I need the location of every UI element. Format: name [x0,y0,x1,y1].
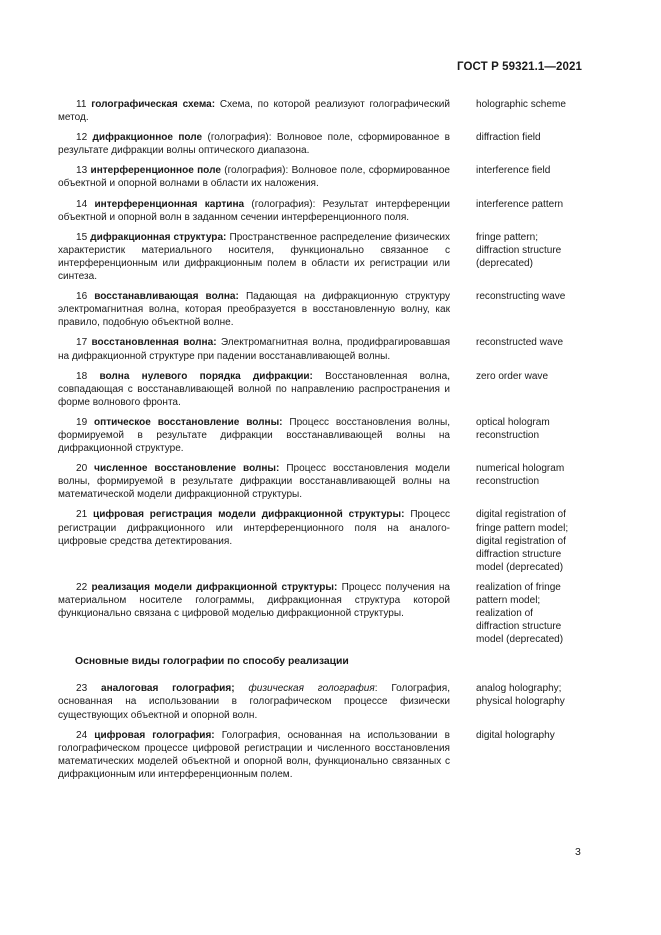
term-english-equivalent [476,370,590,409]
english-term-line: diffraction field [476,132,541,144]
term-english-equivalent [476,729,590,781]
term-note: (голография): [244,198,323,210]
english-term-line: zero order wave [476,370,549,382]
term-text: Схема, по которой реализуют голографический метод. [58,99,451,124]
term-number: 18 [76,370,88,382]
term-name: оптическое восстановление волны: [94,416,283,428]
term-definition [58,131,450,157]
term-english-equivalent [476,131,590,157]
term-name: цифровая голография: [94,729,215,741]
term-entry [58,370,590,409]
terms-group-general [58,98,590,646]
term-english-equivalent [476,198,590,224]
term-number: 24 [76,729,88,741]
terms-list [58,98,590,788]
english-term-line: model (deprecated) [476,561,564,573]
english-term-line: realization of [476,608,533,620]
term-number: 14 [76,198,88,210]
term-definition [58,416,450,455]
term-name: волна нулевого порядка дифракции: [99,370,313,382]
term-name: дифракционная структура: [90,231,227,243]
term-text: Результат интерференции объектной и опорной волн в заданном сечении интерференционного поля. [58,198,450,223]
english-term-line: fringe pattern; [476,231,538,243]
term-text: Волновое поле, сформированное в результате дифракции волны оптического диапазона. [58,132,450,157]
english-term-line: pattern model; [476,595,541,606]
english-term-line: reconstructed wave [476,337,564,349]
term-english-equivalent [476,508,590,573]
english-term-line: diffraction structure [476,621,562,633]
english-term-line: interference pattern [476,198,564,210]
term-entry [58,231,590,283]
term-entry [58,198,590,224]
term-entry [58,131,590,157]
term-number: 17 [76,337,88,349]
term-name: реализация модели дифракционной структуры: [91,581,338,593]
english-term-line: numerical hologram [476,463,565,475]
term-text: Электромагнитная волна, продифрагировавшая на дифракционной структуре при падении восстанавливающей волны. [58,337,451,362]
term-entry [58,336,590,362]
term-entry [58,416,590,455]
term-name: интерференционная картина [94,198,245,210]
term-definition [58,336,450,362]
term-definition [58,508,450,573]
term-definition [58,729,450,781]
english-term-line: fringe pattern model; [476,522,569,534]
term-number: 15 [76,231,88,243]
term-name: численное восстановление волны: [94,463,280,475]
english-term-line: interference field [476,165,551,177]
term-definition [58,198,450,224]
term-entry [58,98,590,124]
term-text: Волновое поле, сформированное объектной и опорной волнами в области их наложения. [58,165,450,190]
english-term-line: model (deprecated) [476,634,564,646]
term-english-equivalent [476,462,590,501]
term-english-equivalent [476,231,590,283]
term-name: восстанавливающая волна: [94,291,239,303]
english-term-line: digital registration of [476,535,566,547]
term-entry [58,462,590,501]
term-note: (голография): [202,132,277,144]
english-term-line: realization of fringe [476,581,561,593]
term-entry [58,164,590,190]
term-number: 19 [76,416,88,428]
term-text: : Голография, основанная на использовании в голографическом процессе физически существующих объектной и опорной волн. [58,683,450,721]
terms-group-holography-types [58,682,590,781]
term-definition [58,462,450,501]
english-term-line: physical holography [476,696,565,708]
term-number: 20 [76,463,88,475]
term-number: 22 [76,581,88,593]
term-english-equivalent [476,336,590,362]
term-number: 16 [76,291,88,303]
term-name: дифракционное поле [92,132,203,144]
term-name: восстановленная волна: [91,337,217,349]
term-definition [58,98,450,124]
term-english-equivalent [476,682,590,721]
term-note: (голография): [220,165,292,177]
term-entry [58,729,590,781]
term-text: Падающая на дифракционную структуру электромагнитная волна, которая преобразуется в восстановленную волну, как правило, подобную объектной волне. [58,291,450,329]
term-number: 13 [76,165,88,177]
term-text: Процесс получения на материальном носителе голограммы, дифракционная структура которой функционально связана с цифровой моделью дифракционной структуры. [58,581,451,620]
document-header: ГОСТ Р 59321.1—2021 [457,61,582,73]
term-synonym: физическая голография [248,683,375,695]
term-definition [58,231,450,283]
term-english-equivalent [476,581,590,646]
english-term-line: analog holography; [476,683,562,695]
english-term-line: reconstruction [476,476,540,488]
term-english-equivalent [476,416,590,455]
term-name: цифровая регистрация модели дифракционной структуры: [93,509,405,521]
term-english-equivalent [476,290,590,329]
term-definition [58,682,450,721]
term-english-equivalent [476,98,590,124]
english-term-line: reconstructing wave [476,291,566,303]
term-entry [58,581,590,646]
english-term-line: holographic scheme [476,99,566,110]
term-number: 11 [76,99,87,110]
term-name: аналоговая голография; [101,683,235,695]
term-text: Процесс восстановления модели волны, формируемой в результате дифракции восстанавливающей волны на математической модели дифракционной структуры. [58,463,450,501]
english-term-line: diffraction structure [476,548,562,560]
term-text: Восстановленная волна, совпадающая с восстанавливающей волной по направлению распространения и форме волнового фронта. [58,370,451,408]
english-term-line: optical hologram [476,416,550,428]
page-number: 3 [575,846,581,858]
term-definition [58,581,450,646]
term-text: Пространственное распределение физических характеристик материального носителя, функционально связанное с интерференционным или дифракционным полем в области их регистрации или синтеза. [58,231,450,283]
term-name: интерференционное поле [90,165,221,177]
term-english-equivalent [476,164,590,190]
term-definition [58,290,450,329]
english-term-line: diffraction structure [476,244,562,256]
term-definition [58,370,450,409]
term-text: Процесс восстановления волны, формируемой в результате дифракции восстанавливающей волны на дифракционной структуре. [58,416,450,455]
term-number: 21 [76,509,88,521]
term-definition [58,164,450,190]
term-number: 12 [76,132,88,144]
term-text: Голография, основанная на использовании в голографическом процессе цифровой регистрации и численного восстановления математических моделей объектной и опорной волн, функционально связанных с дифракционным или интерференционным полем. [58,729,450,780]
term-entry [58,682,590,721]
section-heading: Основные виды голографии по способу реализации [75,656,349,668]
term-entry [58,290,590,329]
english-term-line: digital registration of [476,509,566,521]
term-number: 23 [76,683,88,695]
term-name: голографическая схема: [91,99,216,110]
term-entry [58,508,590,573]
english-term-line: digital holography [476,729,555,741]
term-text: Процесс регистрации дифракционного или интерференционного поля на аналого-цифровые средства детектирования. [58,509,451,547]
english-term-line: reconstruction [476,429,540,441]
english-term-line: (deprecated) [476,257,533,269]
